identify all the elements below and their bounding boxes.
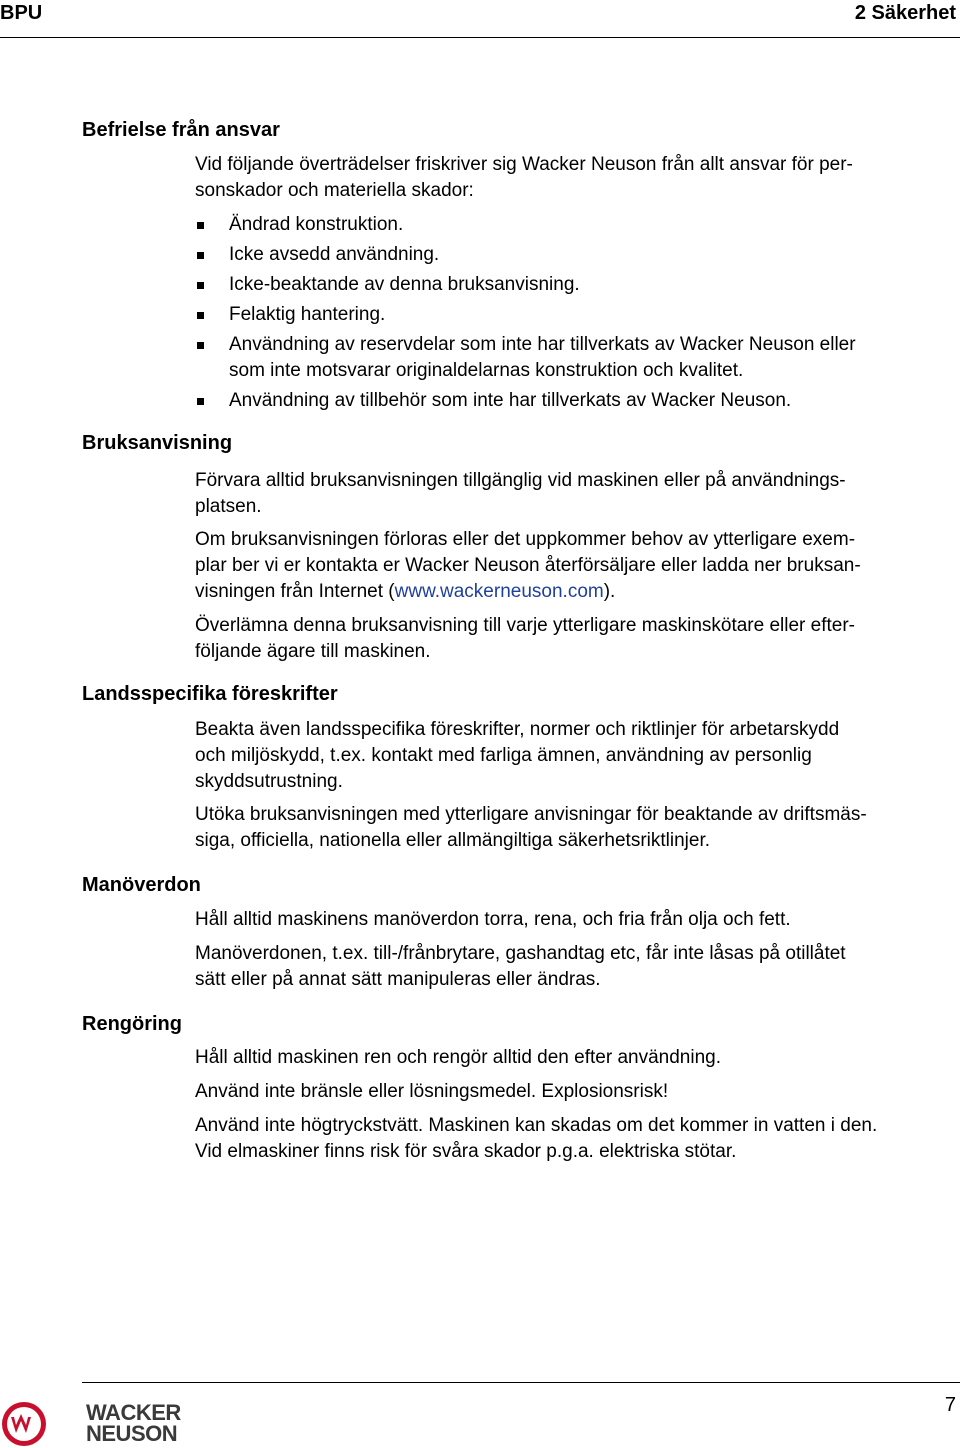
text-line: Använd inte bränsle eller lösningsmedel. Explosionsrisk! xyxy=(195,1081,669,1102)
list-item xyxy=(195,212,957,238)
header-divider xyxy=(0,37,960,38)
brand-wordmark xyxy=(86,1402,181,1444)
text-line: Förvara alltid bruksanvisningen tillgänglig vid maskinen eller på användnings- xyxy=(195,470,846,491)
landsspecifika-paragraph-2 xyxy=(195,802,957,854)
section-title-manoverdon: Manöverdon xyxy=(82,874,201,896)
list-item xyxy=(195,302,957,328)
text-line: Användning av tillbehör som inte har tillverkats av Wacker Neuson. xyxy=(229,390,792,411)
text-line: skyddsutrustning. xyxy=(195,771,343,792)
befrielse-intro xyxy=(195,152,957,204)
section-title-landsspecifika: Landsspecifika föreskrifter xyxy=(82,683,338,705)
header-chapter-title: 2 Säkerhet xyxy=(854,2,956,24)
text-line: sonskador och materiella skador: xyxy=(195,180,474,201)
bullet-icon xyxy=(197,282,204,289)
bullet-icon xyxy=(197,342,204,349)
manoverdon-paragraph-1 xyxy=(195,907,957,933)
text-line: Manöverdonen, t.ex. till-/frånbrytare, gashandtag etc, får inte låsas på otillåtet xyxy=(195,943,846,964)
text-line: Överlämna denna bruksanvisning till varje ytterligare maskinskötare eller efter- xyxy=(195,615,856,636)
text-line: och miljöskydd, t.ex. kontakt med farliga ämnen, användning av personlig xyxy=(195,745,812,766)
brand-wordmark-line: WACKER xyxy=(86,1400,181,1425)
text-line: Icke-beaktande av denna bruksanvisning. xyxy=(229,274,580,295)
section-title-rengoring: Rengöring xyxy=(82,1013,182,1035)
text-fragment: ). xyxy=(603,581,616,602)
list-item xyxy=(195,332,957,384)
text-line: som inte motsvarar originaldelarnas konstruktion och kvalitet. xyxy=(229,360,744,381)
bullet-icon xyxy=(197,398,204,405)
text-line: Ändrad konstruktion. xyxy=(229,214,404,235)
text-line: sätt eller på annat sätt manipuleras eller ändras. xyxy=(195,969,601,990)
bullet-icon xyxy=(197,222,204,229)
bullet-icon xyxy=(197,312,204,319)
text-line: Beakta även landsspecifika föreskrifter, normer och riktlinjer för arbetarskydd xyxy=(195,719,840,740)
bruksanvisning-paragraph-2 xyxy=(195,527,957,605)
rengoring-paragraph-2 xyxy=(195,1079,957,1105)
text-line: Använd inte högtryckstvätt. Maskinen kan skadas om det kommer in vatten i den. xyxy=(195,1115,878,1136)
manoverdon-paragraph-2 xyxy=(195,941,957,993)
bullet-icon xyxy=(197,252,204,259)
list-item xyxy=(195,242,957,268)
text-line: Icke avsedd användning. xyxy=(229,244,440,265)
header-doc-code: BPU xyxy=(0,2,43,24)
text-line: följande ägare till maskinen. xyxy=(195,641,431,662)
text-line: siga, officiella, nationella eller allmängiltiga säkerhetsriktlinjer. xyxy=(195,830,711,851)
rengoring-paragraph-3 xyxy=(195,1113,957,1165)
footer-divider xyxy=(82,1382,960,1383)
website-link[interactable]: www.wackerneuson.com xyxy=(394,581,604,602)
section-title-bruksanvisning: Bruksanvisning xyxy=(82,432,233,454)
text-line: Felaktig hantering. xyxy=(229,304,386,325)
befrielse-bullet-list xyxy=(195,212,957,418)
text-line: Användning av reservdelar som inte har tillverkats av Wacker Neuson eller xyxy=(229,334,856,355)
text-line: Vid följande överträdelser friskriver sig Wacker Neuson från allt ansvar för per- xyxy=(195,154,853,175)
bruksanvisning-paragraph-3 xyxy=(195,613,957,665)
page-number: 7 xyxy=(944,1394,956,1416)
text-line xyxy=(195,579,957,605)
section-title-befrielse: Befrielse från ansvar xyxy=(82,119,280,141)
landsspecifika-paragraph-1 xyxy=(195,717,957,795)
list-item xyxy=(195,272,957,298)
text-line: Utöka bruksanvisningen med ytterligare anvisningar för beaktande av driftsmäs- xyxy=(195,804,867,825)
text-line: Håll alltid maskinens manöverdon torra, rena, och fria från olja och fett. xyxy=(195,909,791,930)
rengoring-paragraph-1 xyxy=(195,1045,957,1071)
text-line: Håll alltid maskinen ren och rengör alltid den efter användning. xyxy=(195,1047,721,1068)
text-line: Om bruksanvisningen förloras eller det uppkommer behov av ytterligare exem- xyxy=(195,529,856,550)
text-line: platsen. xyxy=(195,496,262,517)
text-line: Vid elmaskiner finns risk för svåra skador p.g.a. elektriska stötar. xyxy=(195,1141,737,1162)
text-fragment: visningen från Internet ( xyxy=(195,581,395,602)
brand-wordmark-line: NEUSON xyxy=(86,1421,178,1446)
text-line: plar ber vi er kontakta er Wacker Neuson återförsäljare eller ladda ner bruksan- xyxy=(195,555,861,576)
list-item xyxy=(195,388,957,414)
bruksanvisning-paragraph-1 xyxy=(195,468,957,520)
wacker-neuson-logo-icon xyxy=(0,1400,48,1448)
